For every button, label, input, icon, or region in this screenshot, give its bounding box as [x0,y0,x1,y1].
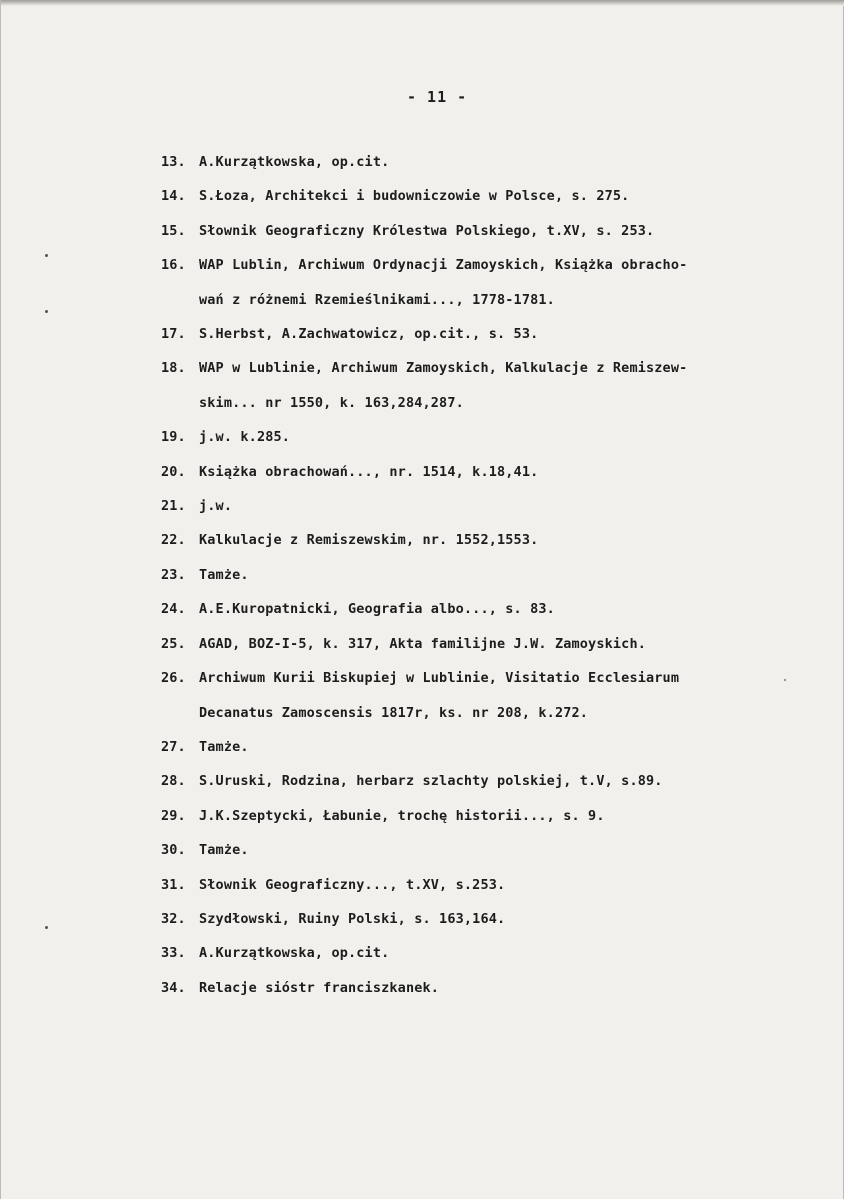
footnote-entry [161,420,831,454]
margin-dot [45,310,48,313]
footnote-entry [161,523,831,557]
footnote-text: A.Kurzątkowska, op.cit. [199,154,390,170]
margin-dot [45,926,48,929]
footnote-number: 26. [161,670,186,687]
footnote-entry [161,179,831,213]
footnote-number: 14. [161,188,186,205]
footnote-text: Słownik Geograficzny Królestwa Polskiego, t.XV, s. 253. [199,222,655,239]
footnote-number: 19. [161,429,186,446]
footnote-number: 21. [161,498,186,515]
footnote-number: 30. [161,842,186,859]
footnote-text: J.K.Szeptycki, Łabunie, trochę historii..., s. 9. [199,807,605,824]
footnote-entry [161,558,831,592]
footnote-text: AGAD, BOZ-I-5, k. 317, Akta familijne J.W. Zamoyskich. [199,635,646,652]
footnote-number: 31. [161,876,186,893]
footnote-text-continuation: Decanatus Zamoscensis 1817r, ks. nr 208, k.272. [199,704,589,721]
page-top-edge [1,0,844,6]
footnote-text: S.Uruski, Rodzina, herbarz szlachty polskiej, t.V, s.89. [199,773,663,790]
footnote-entry [161,627,831,661]
footnote-entry [161,799,831,833]
footnote-text: Archiwum Kurii Biskupiej w Lublinie, Visitatio Ecclesiarum [199,670,680,687]
footnote-entry [161,592,831,626]
footnote-entry [161,145,831,179]
footnote-number: 16. [161,257,186,274]
footnote-text: A.E.Kuropatnicki, Geografia albo..., s. 83. [199,601,555,618]
margin-dot [45,254,48,257]
footnote-number: 18. [161,360,186,377]
footnote-entry [161,971,831,1005]
footnote-number: 33. [161,945,186,962]
footnote-entry [161,833,831,867]
footnote-text: Tamże. [199,738,249,755]
footnote-entry [161,317,831,351]
footnote-text: WAP w Lublinie, Archiwum Zamoyskich, Kalkulacje z Remiszew- [199,360,688,377]
footnote-entry [161,868,831,902]
page-number: - 11 - [407,88,468,106]
footnote-entry [161,248,831,317]
footnote-number: 15. [161,222,186,239]
footnote-entry [161,902,831,936]
footnote-text: WAP Lublin, Archiwum Ordynacji Zamoyskich, Książka obracho- [199,257,688,274]
footnotes-list [161,145,831,1005]
footnote-number: 17. [161,326,186,343]
footnote-number: 20. [161,463,186,480]
footnote-text: Relacje sióstr franciszkanek. [199,979,440,996]
footnote-text: Tamże. [199,566,249,583]
footnote-text: Szydłowski, Ruiny Polski, s. 163,164. [199,910,506,927]
footnote-text-continuation: skim... nr 1550, k. 163,284,287. [199,394,464,411]
footnote-entry [161,351,831,420]
footnote-text-continuation: wań z różnemi Rzemieślnikami..., 1778-1781. [199,291,555,308]
footnote-number: 29. [161,807,186,824]
footnote-entry [161,936,831,970]
footnote-number: 34. [161,979,186,996]
footnote-text: Kalkulacje z Remiszewskim, nr. 1552,1553. [199,532,539,549]
footnote-text: S.Łoza, Architekci i budowniczowie w Polsce, s. 275. [199,188,630,205]
footnote-number: 32. [161,910,186,927]
footnote-number: 23. [161,566,186,583]
footnote-number: 28. [161,773,186,790]
footnote-number: 25. [161,635,186,652]
footnote-number: 22. [161,532,186,549]
footnote-entry [161,489,831,523]
footnote-number: 13. [161,154,186,170]
footnote-number: 24. [161,601,186,618]
footnote-text: Słownik Geograficzny..., t.XV, s.253. [199,876,506,893]
footnote-text: j.w. [199,498,233,515]
footnote-entry [161,730,831,764]
footnote-entry [161,661,831,730]
footnote-text: A.Kurzątkowska, op.cit. [199,945,390,962]
footnote-text: Książka obrachowań..., nr. 1514, k.18,41. [199,463,539,480]
footnote-text: S.Herbst, A.Zachwatowicz, op.cit., s. 53. [199,326,539,343]
footnote-entry [161,764,831,798]
footnote-number: 27. [161,738,186,755]
footnote-entry [161,214,831,248]
footnote-text: j.w. k.285. [199,429,291,446]
footnote-entry [161,455,831,489]
footnote-text: Tamże. [199,842,249,859]
